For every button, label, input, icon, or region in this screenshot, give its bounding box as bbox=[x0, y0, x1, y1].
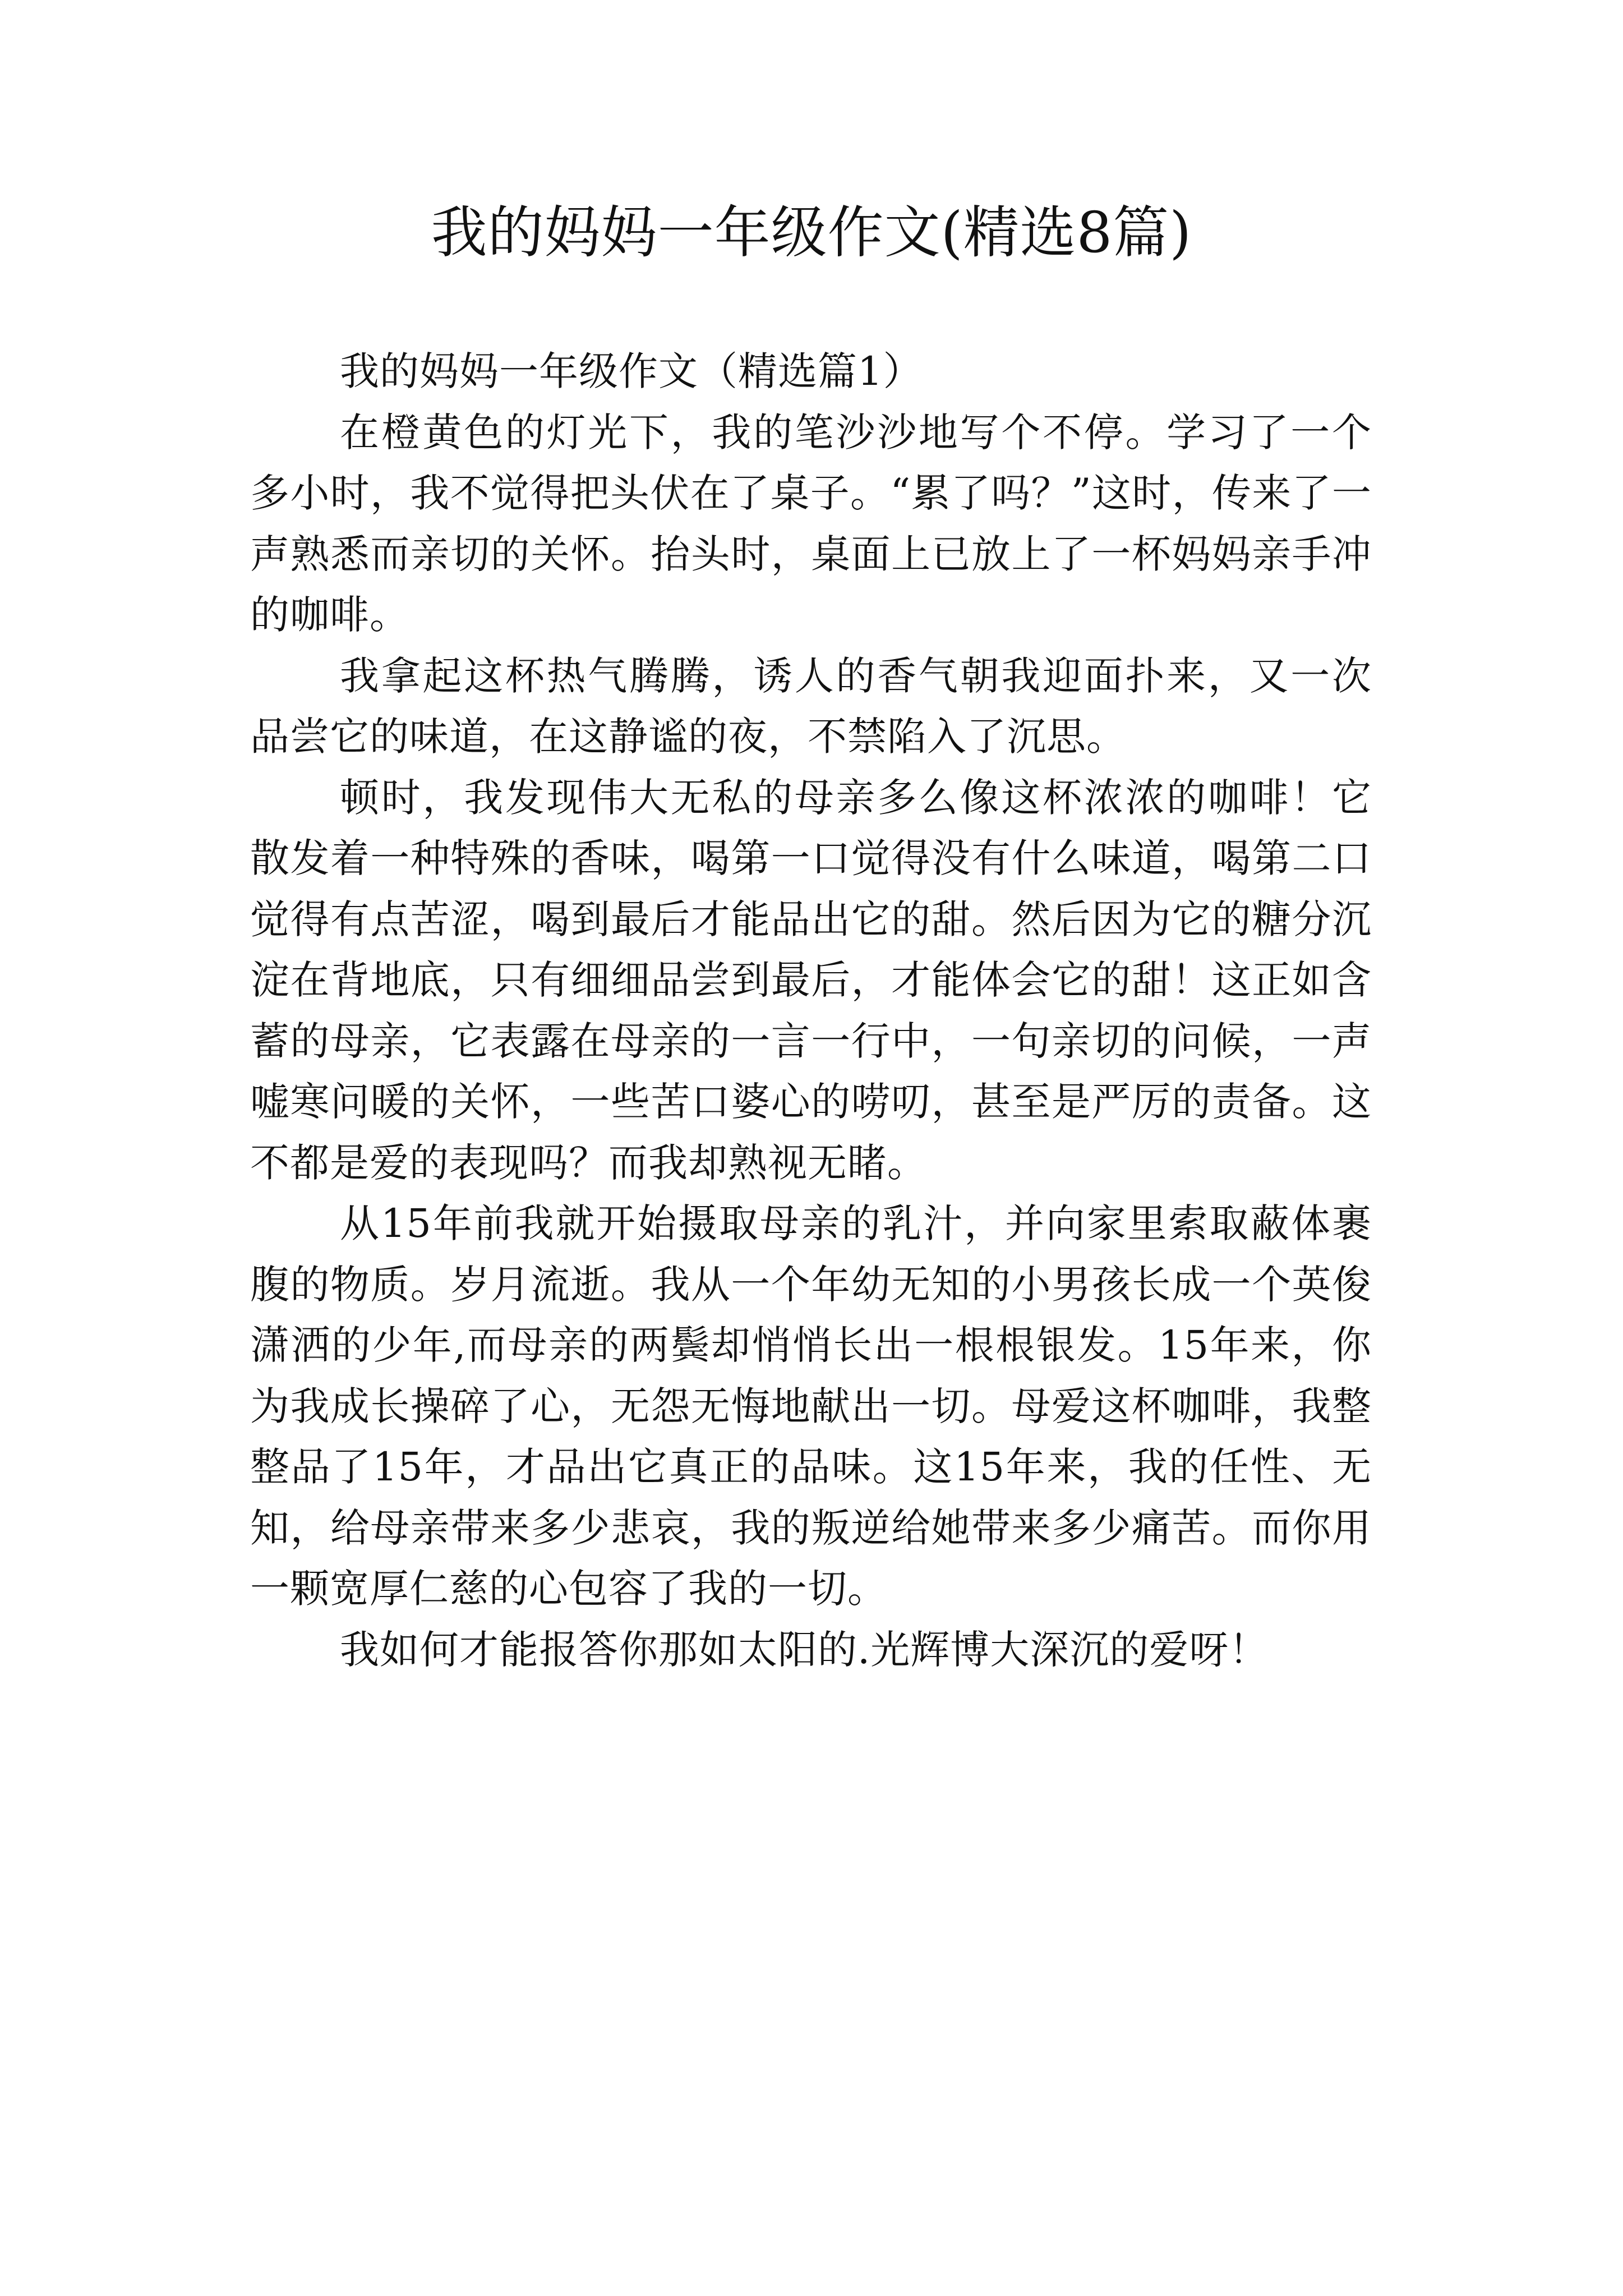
document-body bbox=[250, 341, 1372, 1680]
paragraph: 顿时，我发现伟大无私的母亲多么像这杯浓浓的咖啡！它散发着一种特殊的香味，喝第一口觉得没有什么味道，喝第二口觉得有点苦涩，喝到最后才能品出它的甜。然后因为它的糖分沉淀在背地底，只有细细品尝到最后，才能体会它的甜！这正如含蓄的母亲，它表露在母亲的一言一行中，一句亲切的问候，一声嘘寒问暖的关怀，一些苦口婆心的唠叨，甚至是严厉的责备。这不都是爱的表现吗？而我却熟视无睹。 bbox=[250, 774, 1372, 1186]
paragraph: 在橙黄色的灯光下，我的笔沙沙地写个不停。学习了一个多小时，我不觉得把头伏在了桌子。“累了吗？”这时，传来了一声熟悉而亲切的关怀。抬头时，桌面上已放上了一杯妈妈亲手冲的咖啡。 bbox=[250, 409, 1372, 638]
paragraph: 我如何才能报答你那如太阳的.光辉博大深沉的爱呀！ bbox=[340, 1626, 1269, 1673]
paragraph: 从15年前我就开始摄取母亲的乳汁，并向家里索取蔽体裹腹的物质。岁月流逝。我从一个年幼无知的小男孩长成一个英俊潇洒的少年,而母亲的两鬓却悄悄长出一根根银发。15年来，你为我成长操碎了心，无怨无悔地献出一切。母爱这杯咖啡，我整整品了15年，才品出它真正的品味。这15年来，我的任性、无知，给母亲带来多少悲哀，我的叛逆给她带来多少痛苦。而你用一颗宽厚仁慈的心包容了我的一切。 bbox=[250, 1200, 1372, 1612]
section-heading: 我的妈妈一年级作文（精选篇1） bbox=[340, 348, 923, 394]
paragraph: 我拿起这杯热气腾腾，诱人的香气朝我迎面扑来，又一次品尝它的味道，在这静谧的夜，不禁陷入了沉思。 bbox=[250, 652, 1372, 760]
document-title: 我的妈妈一年级作文(精选8篇) bbox=[431, 200, 1192, 265]
